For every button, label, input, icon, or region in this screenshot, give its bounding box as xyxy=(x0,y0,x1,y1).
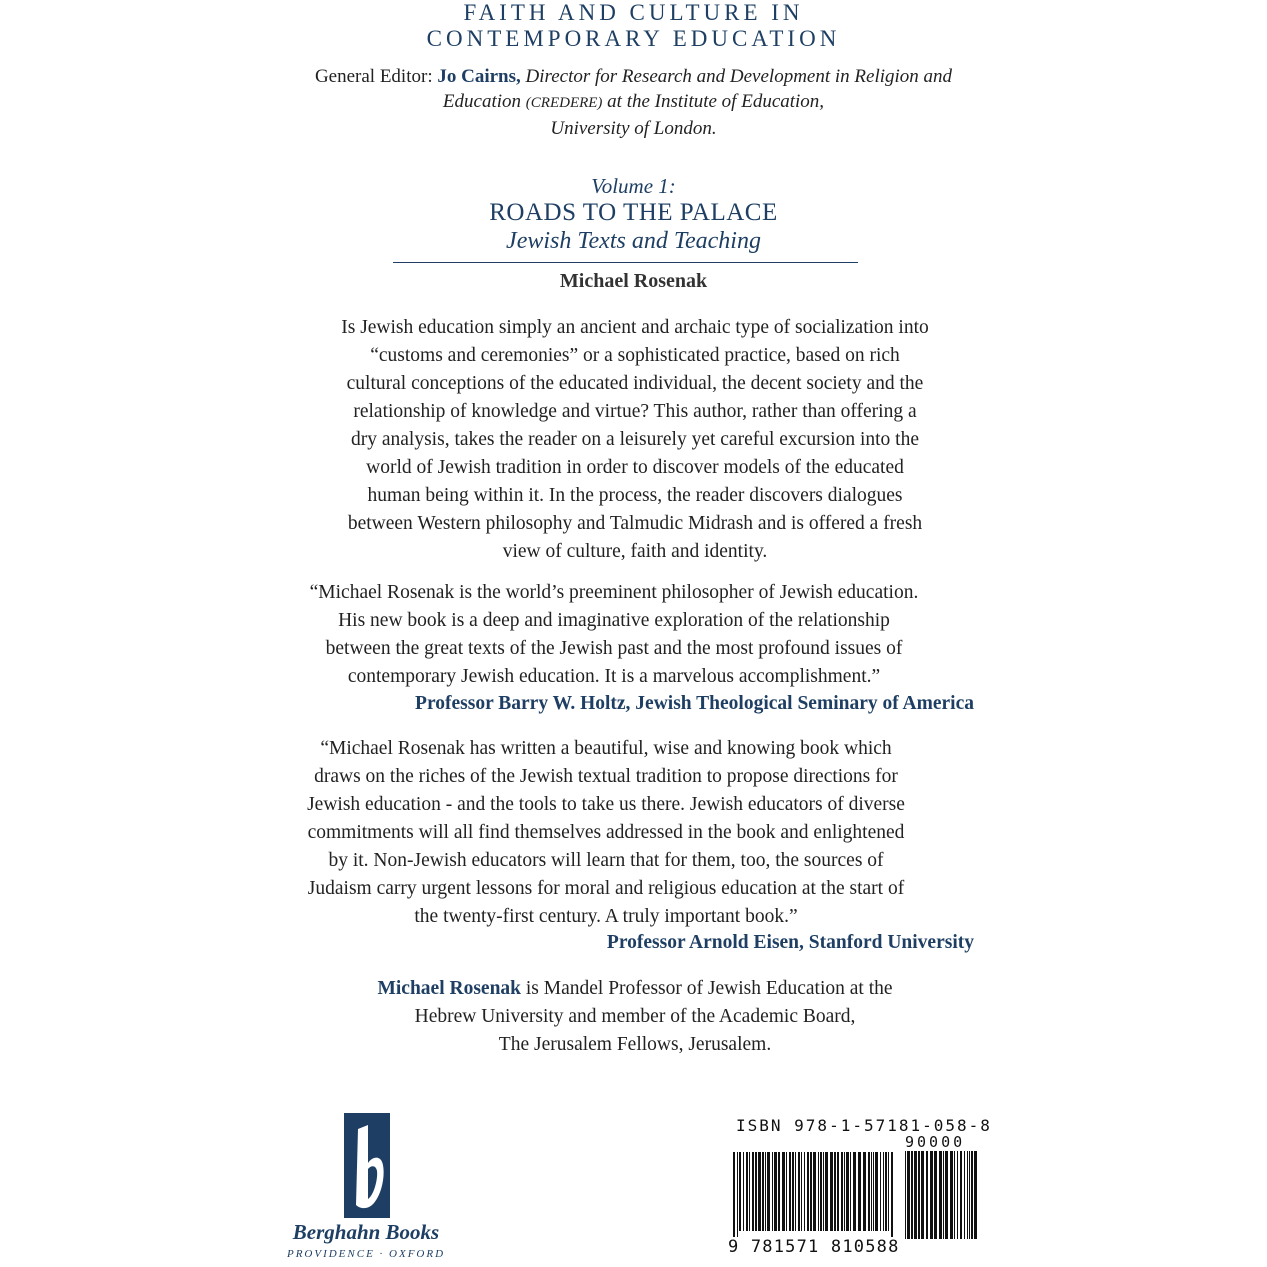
barcode-bar xyxy=(888,1152,889,1231)
barcode-bar xyxy=(914,1151,917,1239)
editor-line1 xyxy=(0,64,1267,89)
barcode-bar xyxy=(858,1152,861,1231)
barcode-bar xyxy=(841,1152,843,1231)
description-line: “customs and ceremonies” or a sophisticated practice, based on rich xyxy=(370,345,900,366)
quote-line: by it. Non-Jewish educators will learn that for them, too, the sources of xyxy=(328,850,884,871)
barcode-bar xyxy=(749,1152,750,1231)
barcode-bar xyxy=(905,1151,906,1239)
barcode-bar xyxy=(875,1152,878,1231)
barcode-bar xyxy=(950,1151,953,1239)
publisher-cities: PROVIDENCE · OXFORD xyxy=(286,1248,446,1260)
quote-line: His new book is a deep and imaginative exploration of the relationship xyxy=(338,610,890,631)
addon-barcode-icon xyxy=(905,1151,977,1239)
barcode-bar xyxy=(733,1152,735,1237)
barcode-bar xyxy=(871,1152,872,1231)
editor-line2-abbr: (CREDERE) xyxy=(525,95,603,111)
barcode-bar xyxy=(823,1152,824,1231)
barcode-bar xyxy=(926,1151,928,1239)
description-line: view of culture, faith and identity. xyxy=(502,541,768,562)
barcode-bar xyxy=(873,1152,874,1231)
barcode-bar xyxy=(789,1152,791,1231)
series-title-line2: CONTEMPORARY EDUCATION xyxy=(426,26,841,51)
berghahn-b-logo-icon xyxy=(344,1113,390,1218)
barcode-bar xyxy=(921,1151,924,1239)
author-bio xyxy=(240,975,1030,1059)
barcode-bar xyxy=(801,1152,802,1231)
quote-line: the twenty-first century. A truly important book.” xyxy=(414,906,798,927)
barcode-bar xyxy=(755,1152,757,1231)
barcode-bar xyxy=(774,1152,777,1231)
editor-line2-post: at the Institute of Education, xyxy=(607,91,825,112)
barcode-bar xyxy=(752,1152,754,1231)
quote-line: draws on the riches of the Jewish textual tradition to propose directions for xyxy=(314,766,898,787)
editor-label: General Editor: xyxy=(314,66,433,87)
barcode-bar xyxy=(772,1152,773,1231)
barcode-bar xyxy=(813,1152,816,1231)
barcode-bar xyxy=(762,1152,764,1231)
barcode-bar xyxy=(934,1151,937,1239)
barcode-bar xyxy=(825,1152,828,1231)
book-description xyxy=(240,314,1030,566)
bio-line1-rest: is Mandel Professor of Jewish Education at the xyxy=(521,978,893,999)
barcode-bar xyxy=(818,1152,819,1231)
barcode-bar xyxy=(911,1151,913,1239)
barcode-bar xyxy=(930,1151,933,1239)
barcode-bar xyxy=(830,1152,833,1231)
editor-line1-rest: Director for Research and Development in Religion and xyxy=(525,66,953,87)
volume-label: Volume 1: xyxy=(591,174,676,198)
barcode-bar xyxy=(974,1151,977,1239)
barcode-bar xyxy=(907,1151,910,1239)
barcode-bar xyxy=(844,1152,845,1231)
barcode-bar xyxy=(954,1151,955,1239)
barcode-bar xyxy=(850,1152,851,1231)
barcode-bar xyxy=(853,1152,856,1231)
endorsement-attribution-1: Professor Barry W. Holtz, Jewish Theological Seminary of America xyxy=(415,693,974,714)
quote-line: “Michael Rosenak is the world’s preeminent philosopher of Jewish education. xyxy=(309,582,919,603)
barcode-bar xyxy=(737,1152,738,1237)
barcode-bar xyxy=(798,1152,800,1231)
barcode-bar xyxy=(739,1152,741,1231)
bio-line2: Hebrew University and member of the Academic Board, xyxy=(414,1006,856,1027)
editor-line2-pre: Education xyxy=(442,91,522,112)
barcode-bar xyxy=(960,1151,962,1239)
barcode-bar xyxy=(967,1151,968,1239)
barcode-bar xyxy=(820,1152,822,1231)
barcode-bar xyxy=(804,1152,805,1231)
series-title xyxy=(0,0,1267,52)
editor-line3 xyxy=(0,116,1267,141)
publisher-name: Berghahn Books xyxy=(292,1220,440,1244)
editor-name: Jo Cairns, xyxy=(437,66,521,87)
price-addon-text: 90000 xyxy=(905,1133,966,1151)
barcode-bar xyxy=(880,1152,881,1231)
barcode-bar xyxy=(767,1152,770,1231)
barcode-bar xyxy=(883,1152,884,1231)
endorsement-quote-2 xyxy=(246,735,966,931)
ean-digits: 9 781571 810588 xyxy=(728,1237,900,1257)
title-divider xyxy=(393,262,858,263)
bio-line3: The Jerusalem Fellows, Jerusalem. xyxy=(498,1034,772,1055)
ean13-barcode-icon xyxy=(733,1152,895,1237)
bio-line1 xyxy=(240,975,1030,1003)
barcode-bar xyxy=(939,1151,942,1239)
series-title-line1: FAITH AND CULTURE IN xyxy=(463,0,804,25)
description-line: between Western philosophy and Talmudic Midrash and is offered a fresh xyxy=(347,513,923,534)
barcode-bar xyxy=(807,1152,809,1231)
barcode-bar xyxy=(863,1152,866,1231)
quote-line: Jewish education - and the tools to take us there. Jewish educators of diverse xyxy=(307,794,905,815)
endorsement-attribution-2: Professor Arnold Eisen, Stanford University xyxy=(606,932,974,953)
barcode-bar xyxy=(810,1152,812,1231)
barcode-bar xyxy=(795,1152,796,1231)
barcode-bar xyxy=(786,1152,787,1231)
barcode-bar xyxy=(868,1152,870,1231)
quote-line: contemporary Jewish education. It is a marvelous accomplishment.” xyxy=(347,666,881,687)
barcode-bar xyxy=(918,1151,920,1239)
description-line: dry analysis, takes the reader on a leisurely yet careful excursion into the xyxy=(351,429,919,450)
barcode-bar xyxy=(792,1152,794,1231)
description-line: human being within it. In the process, the reader discovers dialogues xyxy=(367,485,903,506)
editor-line2 xyxy=(0,89,1267,116)
book-subtitle: Jewish Texts and Teaching xyxy=(506,228,761,254)
book-title: ROADS TO THE PALACE xyxy=(489,199,778,226)
barcode-bar xyxy=(743,1152,744,1231)
barcode-bar xyxy=(846,1152,849,1231)
barcode-bar xyxy=(837,1152,839,1231)
description-line: world of Jewish tradition in order to discover models of the educated xyxy=(366,457,904,478)
general-editor xyxy=(0,64,1267,141)
barcode-bar xyxy=(971,1151,973,1239)
bio-author-name: Michael Rosenak xyxy=(377,978,522,999)
barcode-bar xyxy=(964,1151,965,1239)
quote-line: commitments will all find themselves addressed in the book and enlightened xyxy=(307,822,905,843)
quote-line: “Michael Rosenak has written a beautiful, wise and knowing book which xyxy=(320,738,892,759)
endorsement-quote-1 xyxy=(254,579,974,691)
barcode-bar xyxy=(746,1152,748,1231)
description-line: Is Jewish education simply an ancient and archaic type of socialization into xyxy=(341,317,929,338)
barcode-bar xyxy=(778,1152,780,1231)
barcode-bar xyxy=(957,1151,958,1239)
barcode-bar xyxy=(943,1151,944,1239)
barcode-bar xyxy=(945,1151,948,1239)
barcode-bar xyxy=(969,1151,970,1239)
book-author: Michael Rosenak xyxy=(559,270,708,292)
isbn-text: ISBN 978-1-57181-058-8 xyxy=(736,1116,992,1135)
barcode-bar xyxy=(885,1152,887,1231)
barcode-bar xyxy=(782,1152,785,1231)
description-line: relationship of knowledge and virtue? This author, rather than offering a xyxy=(353,401,917,422)
editor-line3-text: University of London. xyxy=(550,118,717,139)
barcode-bar xyxy=(765,1152,766,1231)
barcode-bar xyxy=(758,1152,761,1231)
barcode-bar xyxy=(834,1152,836,1231)
barcode-bar xyxy=(891,1152,893,1237)
quote-line: Judaism carry urgent lessons for moral and religious education at the start of xyxy=(307,878,905,899)
description-line: cultural conceptions of the educated individual, the decent society and the xyxy=(346,373,924,394)
quote-line: between the great texts of the Jewish past and the most profound issues of xyxy=(325,638,903,659)
